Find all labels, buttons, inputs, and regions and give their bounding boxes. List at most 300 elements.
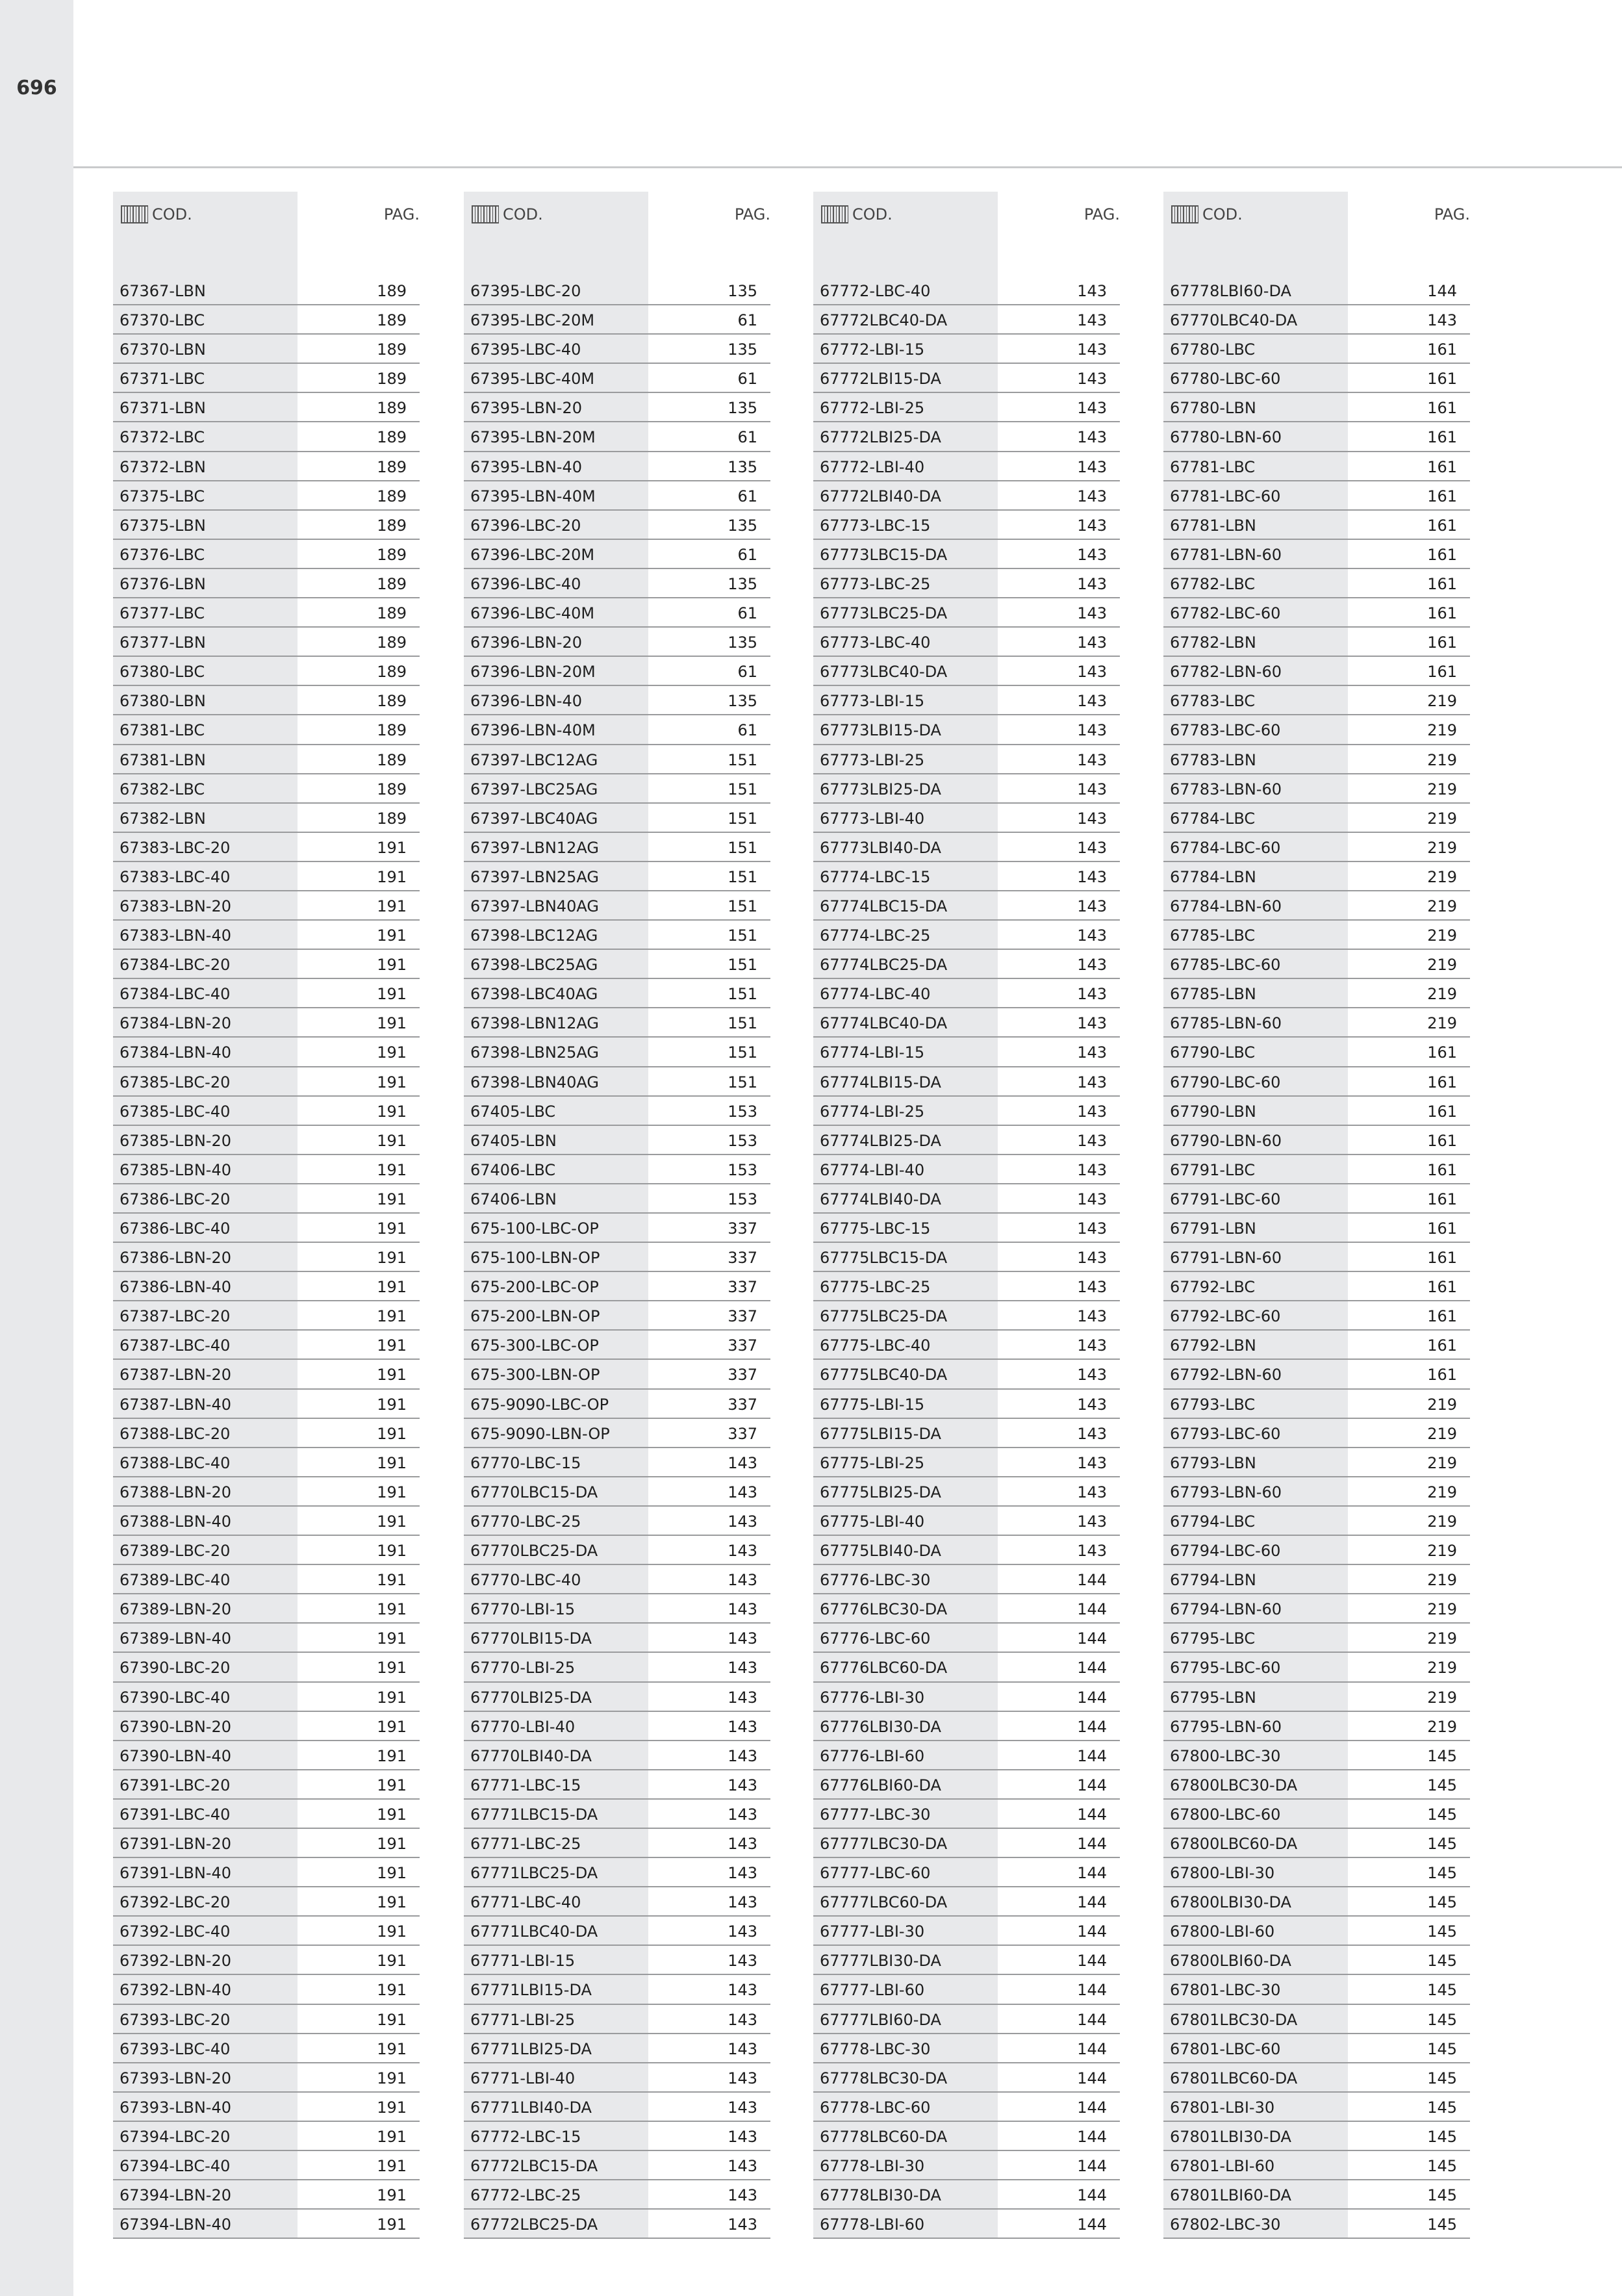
product-code: 67773-LBI-15 — [820, 692, 925, 711]
product-code: 67782-LBC — [1170, 574, 1256, 593]
page-reference: 191 — [377, 1219, 407, 1238]
table-row — [813, 2063, 1120, 2093]
product-code: 67773LBI15-DA — [820, 721, 941, 740]
page-reference: 153 — [728, 1102, 757, 1121]
table-row — [113, 1038, 420, 1067]
page-reference: 143 — [728, 1688, 757, 1707]
table-row — [1163, 1594, 1470, 1624]
table-row — [813, 2122, 1120, 2151]
page-reference: 219 — [1427, 956, 1457, 975]
page-reference: 144 — [1077, 1717, 1107, 1736]
table-row — [113, 364, 420, 393]
table-row — [813, 833, 1120, 862]
product-code: 67381-LBC — [120, 721, 205, 740]
page-reference: 143 — [728, 1483, 757, 1501]
table-row — [813, 1653, 1120, 1682]
page-reference: 191 — [377, 1395, 407, 1414]
product-code: 67793-LBC — [1170, 1395, 1256, 1414]
table-row — [1163, 1419, 1470, 1448]
page-reference: 153 — [728, 1160, 757, 1179]
table-row — [113, 833, 420, 862]
table-row — [464, 628, 770, 657]
table-row — [464, 2151, 770, 2180]
product-code: 67775LBI40-DA — [820, 1542, 941, 1561]
table-row — [813, 1126, 1120, 1155]
product-code: 67778-LBI-60 — [820, 2215, 925, 2234]
table-row — [464, 1448, 770, 1477]
page-reference: 143 — [1077, 721, 1107, 740]
table-row — [813, 657, 1120, 686]
row-divider — [113, 2238, 420, 2239]
table-row — [464, 1858, 770, 1887]
product-code: 67770LBC15-DA — [470, 1483, 598, 1501]
page-reference: 219 — [1427, 926, 1457, 945]
product-code: 67392-LBC-20 — [120, 1893, 231, 1912]
product-code: 67384-LBC-20 — [120, 956, 231, 975]
product-code: 67398-LBN40AG — [470, 1073, 599, 1091]
table-row — [464, 1800, 770, 1829]
table-row — [813, 1683, 1120, 1712]
table-row — [813, 1097, 1120, 1126]
page-reference: 161 — [1427, 1307, 1457, 1326]
table-row — [113, 276, 420, 305]
table-row — [464, 950, 770, 979]
page-reference: 219 — [1427, 721, 1457, 740]
page-reference: 145 — [1427, 1952, 1457, 1971]
product-code: 67772-LBC-25 — [470, 2186, 581, 2205]
product-code: 67771-LBC-25 — [470, 1834, 581, 1853]
page-reference: 189 — [377, 545, 407, 564]
page-reference: 143 — [1077, 1160, 1107, 1179]
product-code: 67392-LBN-20 — [120, 1952, 231, 1971]
page-reference: 151 — [728, 1014, 757, 1033]
page-reference: 219 — [1427, 809, 1457, 828]
barcode-icon — [821, 205, 848, 223]
table-row — [1163, 276, 1470, 305]
page-reference: 219 — [1427, 1688, 1457, 1707]
table-row — [113, 1624, 420, 1653]
page-reference: 145 — [1427, 2215, 1457, 2234]
page-reference: 144 — [1077, 1952, 1107, 1971]
product-code: 67801-LBI-60 — [1170, 2157, 1275, 2175]
table-row — [464, 540, 770, 569]
product-code: 67405-LBC — [470, 1102, 556, 1121]
product-code: 67781-LBC — [1170, 457, 1256, 476]
page-reference: 151 — [728, 926, 757, 945]
product-code: 67777LBI60-DA — [820, 2010, 941, 2029]
table-row — [464, 1946, 770, 1975]
table-row — [1163, 804, 1470, 833]
table-row — [464, 1887, 770, 1917]
page-reference: 191 — [377, 1190, 407, 1208]
product-code: 67774-LBI-15 — [820, 1043, 925, 1062]
table-row — [464, 276, 770, 305]
page-reference: 143 — [728, 1629, 757, 1648]
product-code: 67775-LBI-15 — [820, 1395, 925, 1414]
table-row — [113, 422, 420, 452]
page-reference: 143 — [728, 2186, 757, 2205]
table-row — [1163, 2180, 1470, 2210]
table-row — [1163, 1067, 1470, 1097]
table-row — [113, 540, 420, 569]
page-reference: 143 — [1077, 926, 1107, 945]
page-reference: 143 — [1077, 838, 1107, 857]
product-code: 67367-LBN — [120, 282, 206, 300]
table-row — [113, 1594, 420, 1624]
table-row — [1163, 1800, 1470, 1829]
table-row — [464, 1565, 770, 1594]
product-code: 67390-LBN-20 — [120, 1717, 231, 1736]
product-code: 67778LBI60-DA — [1170, 282, 1291, 300]
page-reference: 161 — [1427, 1190, 1457, 1208]
page-number: 696 — [16, 77, 57, 99]
table-row — [464, 1653, 770, 1682]
page-reference: 145 — [1427, 1864, 1457, 1883]
page-reference: 191 — [377, 1102, 407, 1121]
table-row — [113, 1272, 420, 1301]
product-code: 67398-LBC12AG — [470, 926, 598, 945]
product-code: 67791-LBC — [1170, 1160, 1256, 1179]
product-code: 67395-LBC-20M — [470, 311, 595, 330]
product-code: 67801-LBC-60 — [1170, 2039, 1281, 2058]
table-row — [464, 891, 770, 921]
page-reference: 151 — [728, 1043, 757, 1062]
table-row — [464, 1097, 770, 1126]
code-list — [1163, 276, 1470, 2239]
product-code: 675-200-LBN-OP — [470, 1307, 600, 1326]
page-reference: 191 — [377, 1688, 407, 1707]
table-row — [113, 745, 420, 774]
page-reference: 143 — [728, 1893, 757, 1912]
page-reference: 191 — [377, 1717, 407, 1736]
page-reference: 191 — [377, 2010, 407, 2029]
page-reference: 143 — [728, 1717, 757, 1736]
table-row — [813, 364, 1120, 393]
page-reference: 191 — [377, 1512, 407, 1531]
product-code: 67773LBI40-DA — [820, 838, 941, 857]
table-row — [813, 335, 1120, 364]
page-reference: 144 — [1077, 1893, 1107, 1912]
product-code: 67391-LBC-40 — [120, 1805, 231, 1824]
product-code: 67772LBC25-DA — [470, 2215, 598, 2234]
page-reference: 161 — [1427, 633, 1457, 652]
page-reference: 153 — [728, 1190, 757, 1208]
table-row — [813, 1272, 1120, 1301]
page-reference: 144 — [1077, 2127, 1107, 2146]
page-reference: 144 — [1077, 1864, 1107, 1883]
page-reference: 143 — [728, 1922, 757, 1941]
table-row — [464, 481, 770, 511]
page-reference: 143 — [1077, 545, 1107, 564]
table-row — [113, 305, 420, 335]
page-reference: 337 — [728, 1278, 757, 1297]
product-code: 67784-LBC — [1170, 809, 1256, 828]
table-row — [813, 1008, 1120, 1038]
table-row — [813, 862, 1120, 891]
page-reference: 161 — [1427, 545, 1457, 564]
page-reference: 161 — [1427, 457, 1457, 476]
code-list — [464, 276, 770, 2239]
product-code: 67394-LBC-20 — [120, 2127, 231, 2146]
product-code: 67771-LBC-40 — [470, 1893, 581, 1912]
page-reference: 144 — [1427, 282, 1457, 300]
product-code: 67800-LBC-30 — [1170, 1746, 1281, 1765]
product-code: 67802-LBC-30 — [1170, 2215, 1281, 2234]
table-row — [464, 1390, 770, 1419]
table-row — [113, 2210, 420, 2239]
product-code: 67396-LBN-20 — [470, 633, 582, 652]
page-reference: 191 — [377, 1483, 407, 1501]
page-reference: 219 — [1427, 838, 1457, 857]
product-code: 67390-LBN-40 — [120, 1746, 231, 1765]
page-reference: 143 — [1077, 428, 1107, 447]
product-code: 67790-LBC-60 — [1170, 1073, 1281, 1091]
product-code: 67382-LBC — [120, 780, 205, 798]
table-row — [113, 628, 420, 657]
table-row — [1163, 1155, 1470, 1184]
product-code: 67394-LBN-20 — [120, 2186, 231, 2205]
product-code: 67771LBC25-DA — [470, 1864, 598, 1883]
product-code: 67778LBC30-DA — [820, 2069, 948, 2087]
product-code: 67394-LBC-40 — [120, 2157, 231, 2175]
table-row — [813, 1829, 1120, 1858]
page-reference: 219 — [1427, 897, 1457, 915]
product-code: 67397-LBC25AG — [470, 780, 598, 798]
product-code: 67770-LBC-15 — [470, 1453, 581, 1472]
page-reference: 337 — [728, 1424, 757, 1443]
table-row — [813, 774, 1120, 804]
page-reference: 189 — [377, 809, 407, 828]
page-reference: 144 — [1077, 2157, 1107, 2175]
table-row — [813, 979, 1120, 1008]
product-code: 67388-LBC-40 — [120, 1453, 231, 1472]
page-reference: 61 — [737, 663, 757, 682]
page-reference: 145 — [1427, 2010, 1457, 2029]
table-row — [113, 2034, 420, 2063]
page-reference: 135 — [728, 457, 757, 476]
page-reference: 151 — [728, 867, 757, 886]
table-row — [813, 2034, 1120, 2063]
page-reference: 219 — [1427, 1424, 1457, 1443]
page-reference: 135 — [728, 399, 757, 418]
product-code: 67395-LBN-20 — [470, 399, 582, 418]
page-reference: 144 — [1077, 2215, 1107, 2234]
product-code: 67773LBC25-DA — [820, 604, 948, 623]
table-row — [1163, 393, 1470, 422]
page-reference: 191 — [377, 1659, 407, 1677]
page-reference: 337 — [728, 1366, 757, 1384]
page-reference: 143 — [1077, 1014, 1107, 1033]
page-reference: 143 — [1077, 1073, 1107, 1091]
page-reference: 161 — [1427, 1073, 1457, 1091]
table-row — [464, 1214, 770, 1243]
table-row — [1163, 1214, 1470, 1243]
product-code: 67774-LBC-15 — [820, 867, 931, 886]
table-row — [813, 1887, 1120, 1917]
product-code: 67395-LBC-20 — [470, 282, 581, 300]
table-row — [113, 1829, 420, 1858]
table-row — [113, 1770, 420, 1800]
page-reference: 143 — [1077, 1336, 1107, 1355]
table-row — [113, 804, 420, 833]
product-code: 67771-LBI-15 — [470, 1952, 576, 1971]
product-code: 67391-LBN-20 — [120, 1834, 231, 1853]
page-reference: 145 — [1427, 2098, 1457, 2117]
product-code: 67775LBI25-DA — [820, 1483, 941, 1501]
page-reference: 189 — [377, 370, 407, 389]
page-reference: 219 — [1427, 1395, 1457, 1414]
product-code: 67771-LBC-15 — [470, 1776, 581, 1794]
page-reference: 143 — [728, 1453, 757, 1472]
product-code: 67396-LBN-20M — [470, 663, 596, 682]
page-reference: 143 — [1077, 1043, 1107, 1062]
page-reference: 189 — [377, 487, 407, 505]
table-row — [813, 276, 1120, 305]
page-reference: 191 — [377, 1746, 407, 1765]
table-row — [464, 979, 770, 1008]
product-code: 67377-LBN — [120, 633, 206, 652]
product-code: 67795-LBN — [1170, 1688, 1256, 1707]
page-reference: 161 — [1427, 574, 1457, 593]
product-code: 67770-LBI-40 — [470, 1717, 576, 1736]
table-row — [813, 1301, 1120, 1331]
page-reference: 219 — [1427, 1453, 1457, 1472]
page-reference: 144 — [1077, 1659, 1107, 1677]
product-code: 67394-LBN-40 — [120, 2215, 231, 2234]
page-reference: 189 — [377, 516, 407, 535]
page-reference: 61 — [737, 370, 757, 389]
product-code: 67775LBC25-DA — [820, 1307, 948, 1326]
table-row — [113, 1214, 420, 1243]
column-header — [464, 192, 770, 276]
page-reference: 143 — [1077, 633, 1107, 652]
page-reference: 191 — [377, 1600, 407, 1619]
table-row — [1163, 657, 1470, 686]
page-reference: 145 — [1427, 2127, 1457, 2146]
table-row — [113, 481, 420, 511]
page-reference: 161 — [1427, 428, 1457, 447]
page-reference: 191 — [377, 2215, 407, 2234]
page-reference: 143 — [1077, 1395, 1107, 1414]
page-reference: 161 — [1427, 1249, 1457, 1268]
product-code: 67783-LBN — [1170, 750, 1256, 769]
page-reference: 191 — [377, 1922, 407, 1941]
table-row — [1163, 1887, 1470, 1917]
table-row — [464, 1917, 770, 1946]
product-code: 67770LBI25-DA — [470, 1688, 592, 1707]
page-reference: 161 — [1427, 663, 1457, 682]
product-code: 67801LBC60-DA — [1170, 2069, 1298, 2087]
page-reference: 191 — [377, 1336, 407, 1355]
product-code: 67381-LBN — [120, 750, 206, 769]
page-reference: 143 — [1077, 1483, 1107, 1501]
product-code: 67371-LBC — [120, 370, 205, 389]
table-row — [464, 1008, 770, 1038]
page-reference: 161 — [1427, 399, 1457, 418]
product-code: 67389-LBN-20 — [120, 1600, 231, 1619]
page-reference: 61 — [737, 545, 757, 564]
product-code: 67774-LBI-25 — [820, 1102, 925, 1121]
product-code: 67775LBC40-DA — [820, 1366, 948, 1384]
page-reference: 189 — [377, 663, 407, 682]
product-code: 67775-LBC-15 — [820, 1219, 931, 1238]
page-reference: 337 — [728, 1249, 757, 1268]
page-reference: 161 — [1427, 1366, 1457, 1384]
table-row — [464, 335, 770, 364]
page-reference: 143 — [1077, 897, 1107, 915]
page-reference: 135 — [728, 574, 757, 593]
table-row — [113, 2093, 420, 2122]
page-reference: 191 — [377, 838, 407, 857]
product-code: 67386-LBN-20 — [120, 1249, 231, 1268]
page-header-label: PAG. — [1434, 205, 1470, 223]
product-code: 67395-LBN-20M — [470, 428, 596, 447]
page-reference: 144 — [1077, 1746, 1107, 1765]
product-code: 67397-LBN12AG — [470, 838, 599, 857]
table-row — [113, 1507, 420, 1536]
product-code: 67801LBC30-DA — [1170, 2010, 1298, 2029]
page-reference: 189 — [377, 457, 407, 476]
product-code: 67781-LBN — [1170, 516, 1256, 535]
page-reference: 143 — [1077, 311, 1107, 330]
code-list — [113, 276, 420, 2239]
table-row — [464, 1829, 770, 1858]
product-code: 67778LBC60-DA — [820, 2127, 948, 2146]
table-row — [813, 1800, 1120, 1829]
page-reference: 153 — [728, 1131, 757, 1150]
table-row — [1163, 2151, 1470, 2180]
product-code: 67384-LBN-40 — [120, 1043, 231, 1062]
table-row — [464, 1741, 770, 1770]
page-reference: 191 — [377, 867, 407, 886]
product-code: 67770-LBC-40 — [470, 1571, 581, 1590]
page-reference: 144 — [1077, 1922, 1107, 1941]
table-row — [1163, 833, 1470, 862]
table-row — [1163, 598, 1470, 628]
page-reference: 143 — [1077, 1366, 1107, 1384]
page-reference: 143 — [728, 1864, 757, 1883]
page-reference: 135 — [728, 282, 757, 300]
product-code: 67386-LBC-20 — [120, 1190, 231, 1208]
product-code: 675-100-LBC-OP — [470, 1219, 599, 1238]
page-reference: 145 — [1427, 1834, 1457, 1853]
product-code: 67380-LBC — [120, 663, 205, 682]
page-header-label: PAG. — [734, 205, 770, 223]
page-reference: 143 — [1077, 809, 1107, 828]
table-row — [464, 1624, 770, 1653]
page-reference: 145 — [1427, 1805, 1457, 1824]
table-row — [813, 1712, 1120, 1741]
product-code: 67772-LBI-40 — [820, 457, 925, 476]
product-code: 67778-LBC-30 — [820, 2039, 931, 2058]
table-row — [464, 393, 770, 422]
page-reference: 143 — [1077, 1512, 1107, 1531]
column-header — [813, 192, 1120, 276]
product-code: 67801LBI30-DA — [1170, 2127, 1291, 2146]
table-row — [813, 2151, 1120, 2180]
product-code: 67395-LBC-40 — [470, 340, 581, 359]
page-reference: 143 — [728, 1746, 757, 1765]
page-reference: 143 — [1077, 1542, 1107, 1561]
product-code: 67398-LBC40AG — [470, 985, 598, 1004]
product-code: 67397-LBC40AG — [470, 809, 598, 828]
margin-strip — [0, 0, 73, 2296]
page-reference: 191 — [377, 1424, 407, 1443]
page-reference: 144 — [1077, 1571, 1107, 1590]
page-reference: 144 — [1077, 1834, 1107, 1853]
table-row — [113, 2122, 420, 2151]
product-code: 67772-LBC-15 — [470, 2127, 581, 2146]
